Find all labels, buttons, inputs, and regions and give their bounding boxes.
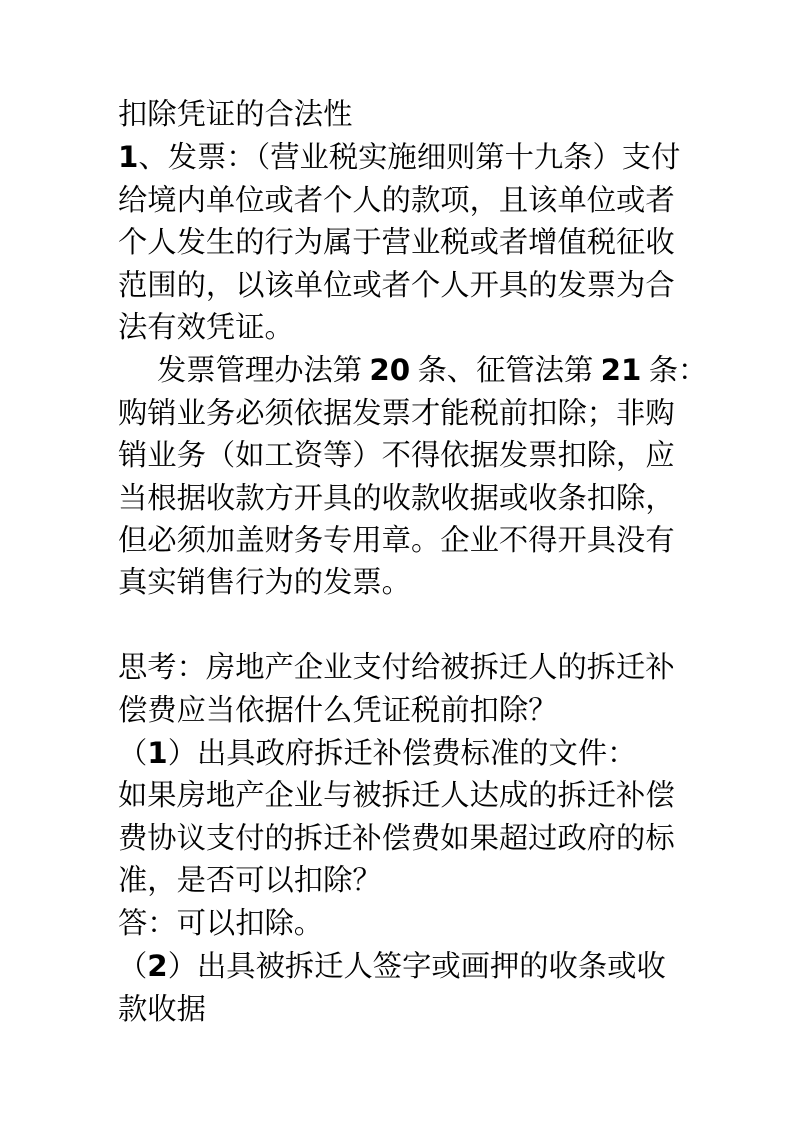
document-body xyxy=(118,94,708,1031)
text-line: 思考：房地产企业支付给被拆迁人的拆迁补 xyxy=(118,652,675,685)
arabic-numeral: 1 xyxy=(118,140,139,175)
text-line: 准，是否可以扣除？ xyxy=(118,865,382,898)
text-line: 购销业务必须依据发票才能税前扣除；非购 xyxy=(118,397,675,430)
text-line: 当根据收款方开具的收款收据或收条扣除， xyxy=(118,482,675,515)
text-line: 款收据 xyxy=(118,993,206,1026)
text-line: 范围的，以该单位或者个人开具的发票为合 xyxy=(118,269,675,302)
text-line: （2）出具被拆迁人签字或画押的收条或收 xyxy=(118,949,666,984)
text-line: 真实销售行为的发票。 xyxy=(118,567,411,600)
text-line: 如果房地产企业与被拆迁人达成的拆迁补偿 xyxy=(118,780,675,813)
text-line: 发票管理办法第 20 条、征管法第 21 条： xyxy=(157,353,708,388)
text-line: 销业务（如工资等）不得依据发票扣除，应 xyxy=(118,440,675,473)
text-line: 费协议支付的拆迁补偿费如果超过政府的标 xyxy=(118,822,675,855)
arabic-numeral: 20 xyxy=(369,353,411,388)
text-line: 答：可以扣除。 xyxy=(118,907,324,940)
arabic-numeral: 21 xyxy=(600,353,642,388)
text-line: （1）出具政府拆迁补偿费标准的文件： xyxy=(118,736,637,771)
text-line: 给境内单位或者个人的款项，且该单位或者 xyxy=(118,184,675,217)
arabic-numeral: 2 xyxy=(147,949,168,984)
blank-line xyxy=(118,605,680,647)
text-line: 法有效凭证。 xyxy=(118,312,294,345)
document-title: 扣除凭证的合法性 xyxy=(118,99,353,131)
text-line: 但必须加盖财务专用章。企业不得开具没有 xyxy=(118,525,675,558)
text-line: 个人发生的行为属于营业税或者增值税征收 xyxy=(118,227,675,260)
text-line: 偿费应当依据什么凭证税前扣除？ xyxy=(118,694,558,727)
arabic-numeral: 1 xyxy=(147,736,168,771)
text-line: 1、发票：（营业税实施细则第十九条）支付 xyxy=(118,140,681,175)
